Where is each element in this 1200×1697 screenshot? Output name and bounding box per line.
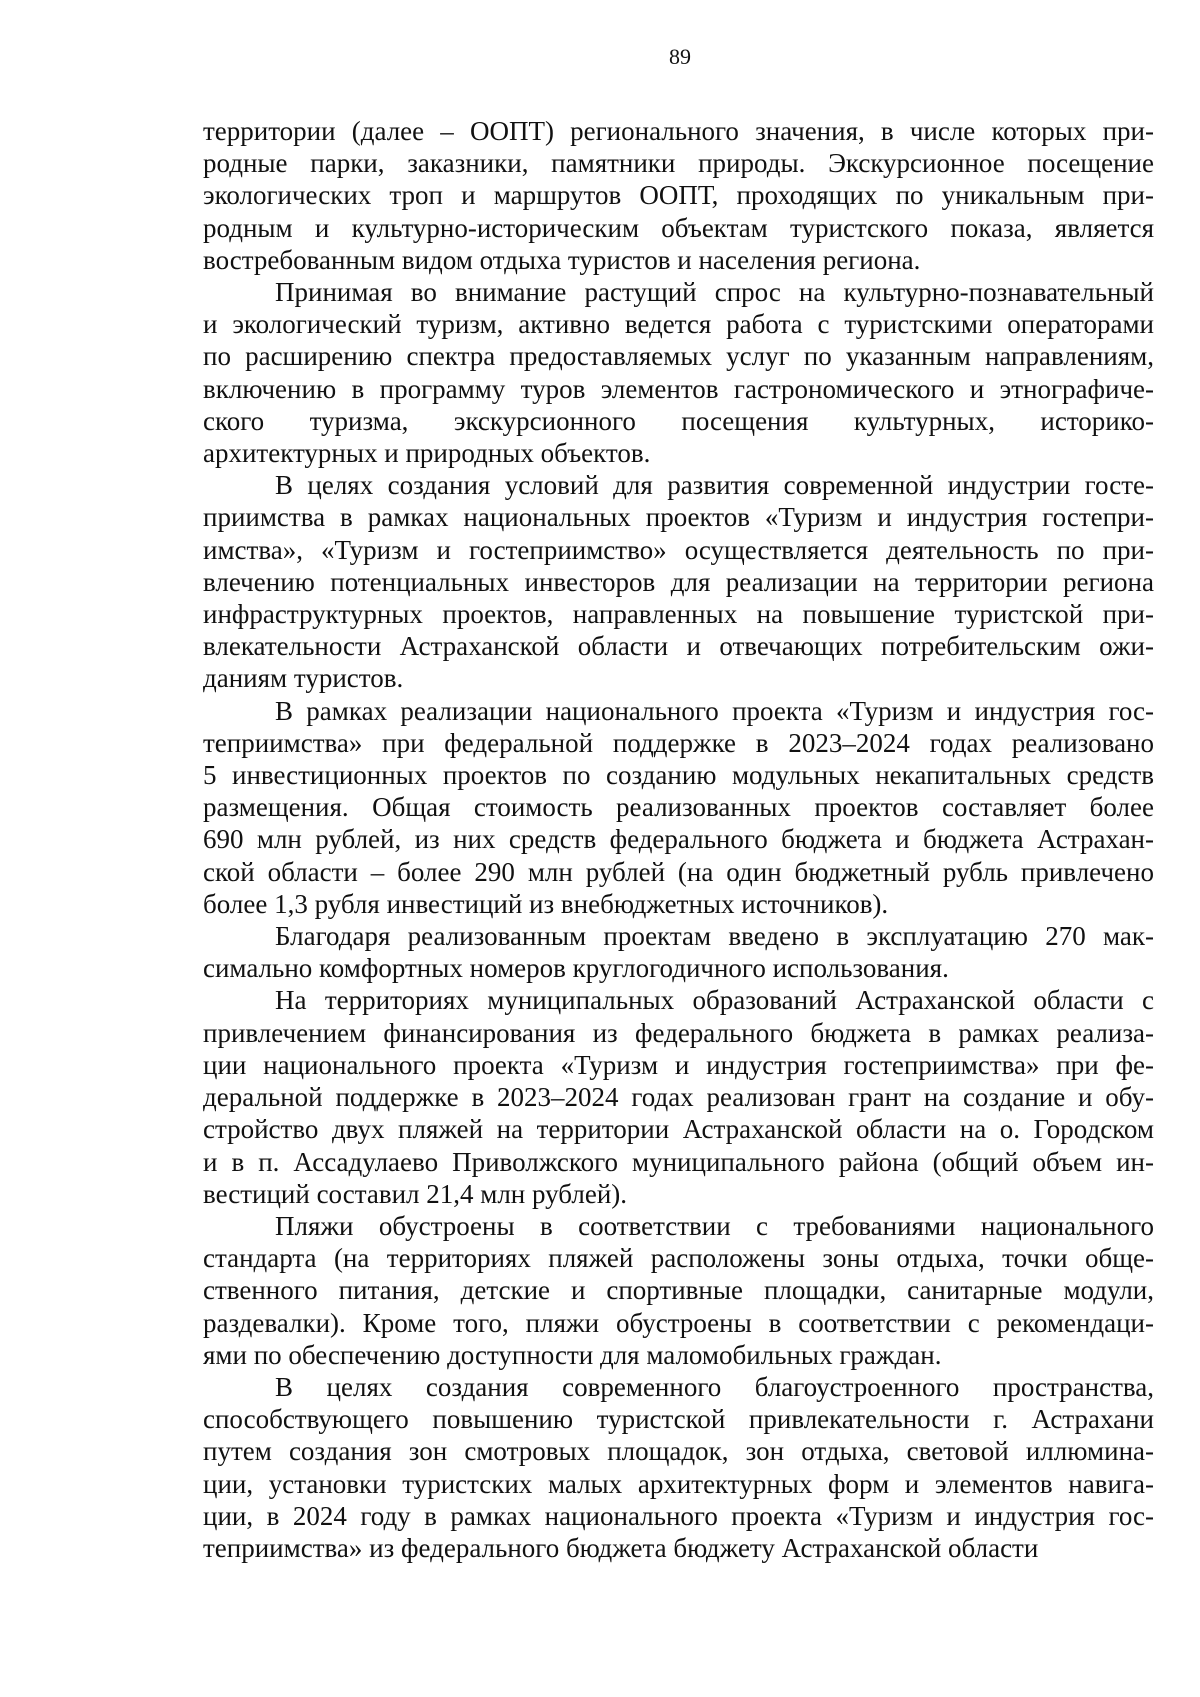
text-line: теприимства» из федерального бюджета бюджету Астраханской области	[203, 1532, 1039, 1563]
text-line: В целях создания современного благоустроенного пространства,	[275, 1371, 1154, 1402]
text-line: деральной поддержке в 2023–2024 годах реализован грант на создание и обу-	[203, 1082, 1154, 1113]
text-line: ции национального проекта «Туризм и индустрия гостеприимства» при фе-	[203, 1049, 1154, 1080]
text-line: теприимства» при федеральной поддержке в 2023–2024 годах реализовано	[203, 727, 1154, 758]
text-line: имства», «Туризм и гостеприимство» осуществляется деятельность по при-	[203, 534, 1154, 565]
text-line: влекательности Астраханской области и отвечающих потребительским ожи-	[203, 631, 1154, 662]
text-line: родным и культурно-историческим объектам туристского показа, является	[203, 212, 1154, 243]
paragraph-p8	[203, 1371, 1154, 1564]
text-line: размещения. Общая стоимость реализованных проектов составляет более	[203, 792, 1154, 823]
document-body	[203, 115, 1154, 1564]
text-line: ственного питания, детские и спортивные площадки, санитарные модули,	[203, 1275, 1154, 1306]
text-line: и в п. Ассадулаево Приволжского муниципального района (общий объем ин-	[203, 1146, 1154, 1177]
text-line: способствующего повышению туристской привлекательности г. Астрахани	[203, 1404, 1154, 1435]
text-line: по расширению спектра предоставляемых услуг по указанным направлениям,	[203, 341, 1154, 372]
text-line: и экологический туризм, активно ведется работа с туристскими операторами	[203, 309, 1154, 340]
paragraph-p2	[203, 276, 1154, 469]
text-line: В рамках реализации национального проекта «Туризм и индустрия гос-	[275, 695, 1154, 726]
text-line: родные парки, заказники, памятники природы. Экскурсионное посещение	[203, 148, 1154, 179]
text-line: даниям туристов.	[203, 663, 404, 694]
text-line: ями по обеспечению доступности для маломобильных граждан.	[203, 1339, 942, 1370]
text-line: ского туризма, экскурсионного посещения культурных, историко-	[203, 405, 1154, 436]
text-line: симально комфортных номеров круглогодичного использования.	[203, 953, 949, 984]
text-line: Пляжи обустроены в соответствии с требованиями национального	[275, 1210, 1154, 1241]
paragraph-p1	[203, 115, 1154, 276]
text-line: Принимая во внимание растущий спрос на культурно-познавательный	[275, 277, 1154, 308]
text-line: стройство двух пляжей на территории Астраханской области на о. Городском	[203, 1114, 1154, 1145]
text-line: стандарта (на территориях пляжей расположены зоны отдыха, точки обще-	[203, 1243, 1154, 1274]
text-line: более 1,3 рубля инвестиций из внебюджетных источников).	[203, 888, 889, 919]
paragraph-p7	[203, 1210, 1154, 1371]
text-line: вестиций составил 21,4 млн рублей).	[203, 1178, 628, 1209]
text-line: раздевалки). Кроме того, пляжи обустроены в соответствии с рекомендаци-	[203, 1307, 1154, 1338]
text-line: включению в программу туров элементов гастрономического и этнографиче-	[203, 373, 1154, 404]
text-line: ции, в 2024 году в рамках национального проекта «Туризм и индустрия гос-	[203, 1500, 1154, 1531]
paragraph-p3	[203, 469, 1154, 694]
text-line: приимства в рамках национальных проектов «Туризм и индустрия гостепри-	[203, 502, 1154, 533]
text-line: архитектурных и природных объектов.	[203, 438, 651, 469]
text-line: ской области – более 290 млн рублей (на один бюджетный рубль привлечено	[203, 856, 1154, 887]
text-line: Благодаря реализованным проектам введено в эксплуатацию 270 мак-	[275, 921, 1154, 952]
text-line: В целях создания условий для развития современной индустрии госте-	[275, 470, 1154, 501]
text-line: инфраструктурных проектов, направленных на повышение туристской при-	[203, 599, 1154, 630]
paragraph-p4	[203, 695, 1154, 920]
text-line: востребованным видом отдыха туристов и населения региона.	[203, 244, 921, 275]
text-line: влечению потенциальных инвесторов для реализации на территории региона	[203, 566, 1154, 597]
page-number: 89	[669, 44, 691, 69]
paragraph-p6	[203, 984, 1154, 1209]
text-line: 690 млн рублей, из них средств федерального бюджета и бюджета Астрахан-	[203, 824, 1154, 855]
text-line: На территориях муниципальных образований Астраханской области с	[275, 985, 1154, 1016]
text-line: путем создания зон смотровых площадок, зон отдыха, световой иллюмина-	[203, 1436, 1154, 1467]
text-line: привлечением финансирования из федерального бюджета в рамках реализа-	[203, 1017, 1154, 1048]
text-line: территории (далее – ООПТ) регионального значения, в числе которых при-	[203, 116, 1154, 146]
text-line: ции, установки туристских малых архитектурных форм и элементов навига-	[203, 1468, 1154, 1499]
paragraph-p5	[203, 920, 1154, 984]
text-line: экологических троп и маршрутов ООПТ, проходящих по уникальным при-	[203, 180, 1154, 211]
text-line: 5 инвестиционных проектов по созданию модульных некапитальных средств	[203, 760, 1154, 791]
